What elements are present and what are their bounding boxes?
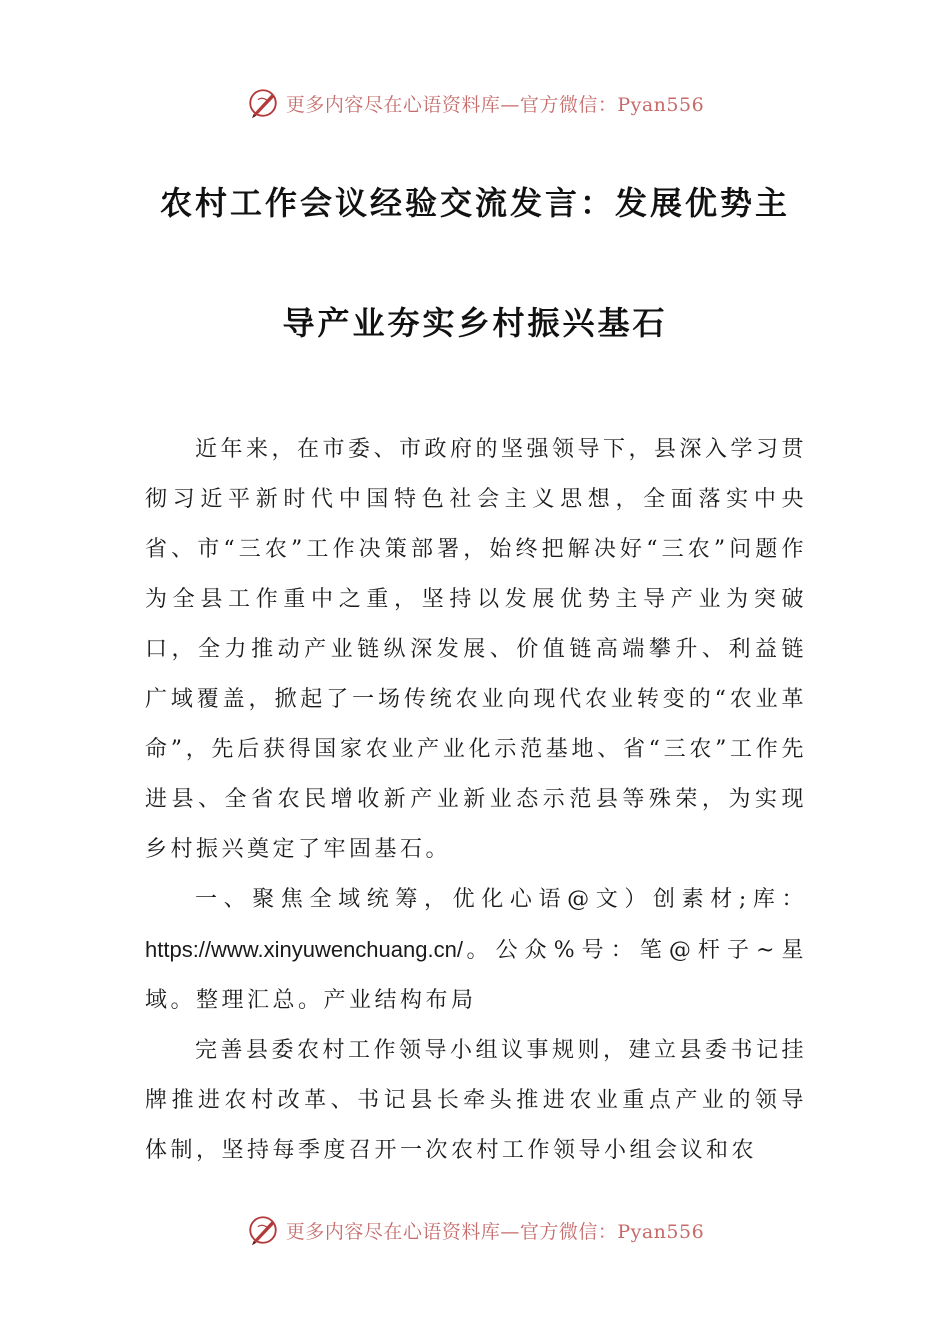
website-link[interactable]: https://www.xinyuwenchuang.cn/ <box>145 937 463 962</box>
footer-watermark <box>0 1210 950 1250</box>
section-one-heading-rest: 。公众%号：笔@杆子~星域。整理汇总。产业结构布局 <box>145 938 807 1013</box>
watermark-text: 更多内容尽在心语资料库—官方微信：Pyan556 <box>285 1220 705 1243</box>
document-title-line-2: 导产业夯实乡村振兴基石 <box>282 304 668 342</box>
document-title-line-1: 农村工作会议经验交流发言：发展优势主 <box>159 184 790 222</box>
document-body <box>145 425 807 1176</box>
header-watermark <box>0 83 950 123</box>
paragraph-leadership: 完善县委农村工作领导小组议事规则，建立县委书记挂牌推进农村改革、书记县长牵头推进农业重点产业的领导体制，坚持每季度召开一次农村工作领导小组会议和农 <box>145 1038 808 1163</box>
paragraph-intro: 近年来，在市委、市政府的坚强领导下，县深入学习贯彻习近平新时代中国特色社会主义思想，全面落实中央省、市“三农”工作决策部署，始终把解决好“三农”问题作为全县工作重中之重，坚持以发展优势主导产业为突破口，全力推动产业链纵深发展、价值链高端攀升、利益链广域覆盖，掀起了一场传统农业向现代农业转变的“农业革命”，先后获得国家农业产业化示范基地、省“三农”工作先进县、全省农民增收新产业新业态示范县等殊荣，为实现乡村振兴奠定了牢固基石。 <box>145 437 808 862</box>
pen-logo-icon <box>246 1213 280 1247</box>
pen-logo-icon <box>246 86 280 120</box>
paragraph-section-one <box>145 875 807 1026</box>
section-one-heading: 一、聚焦全域统筹，优化心语@文）创素材;库： <box>195 887 807 912</box>
watermark-text: 更多内容尽在心语资料库—官方微信：Pyan556 <box>285 93 705 116</box>
